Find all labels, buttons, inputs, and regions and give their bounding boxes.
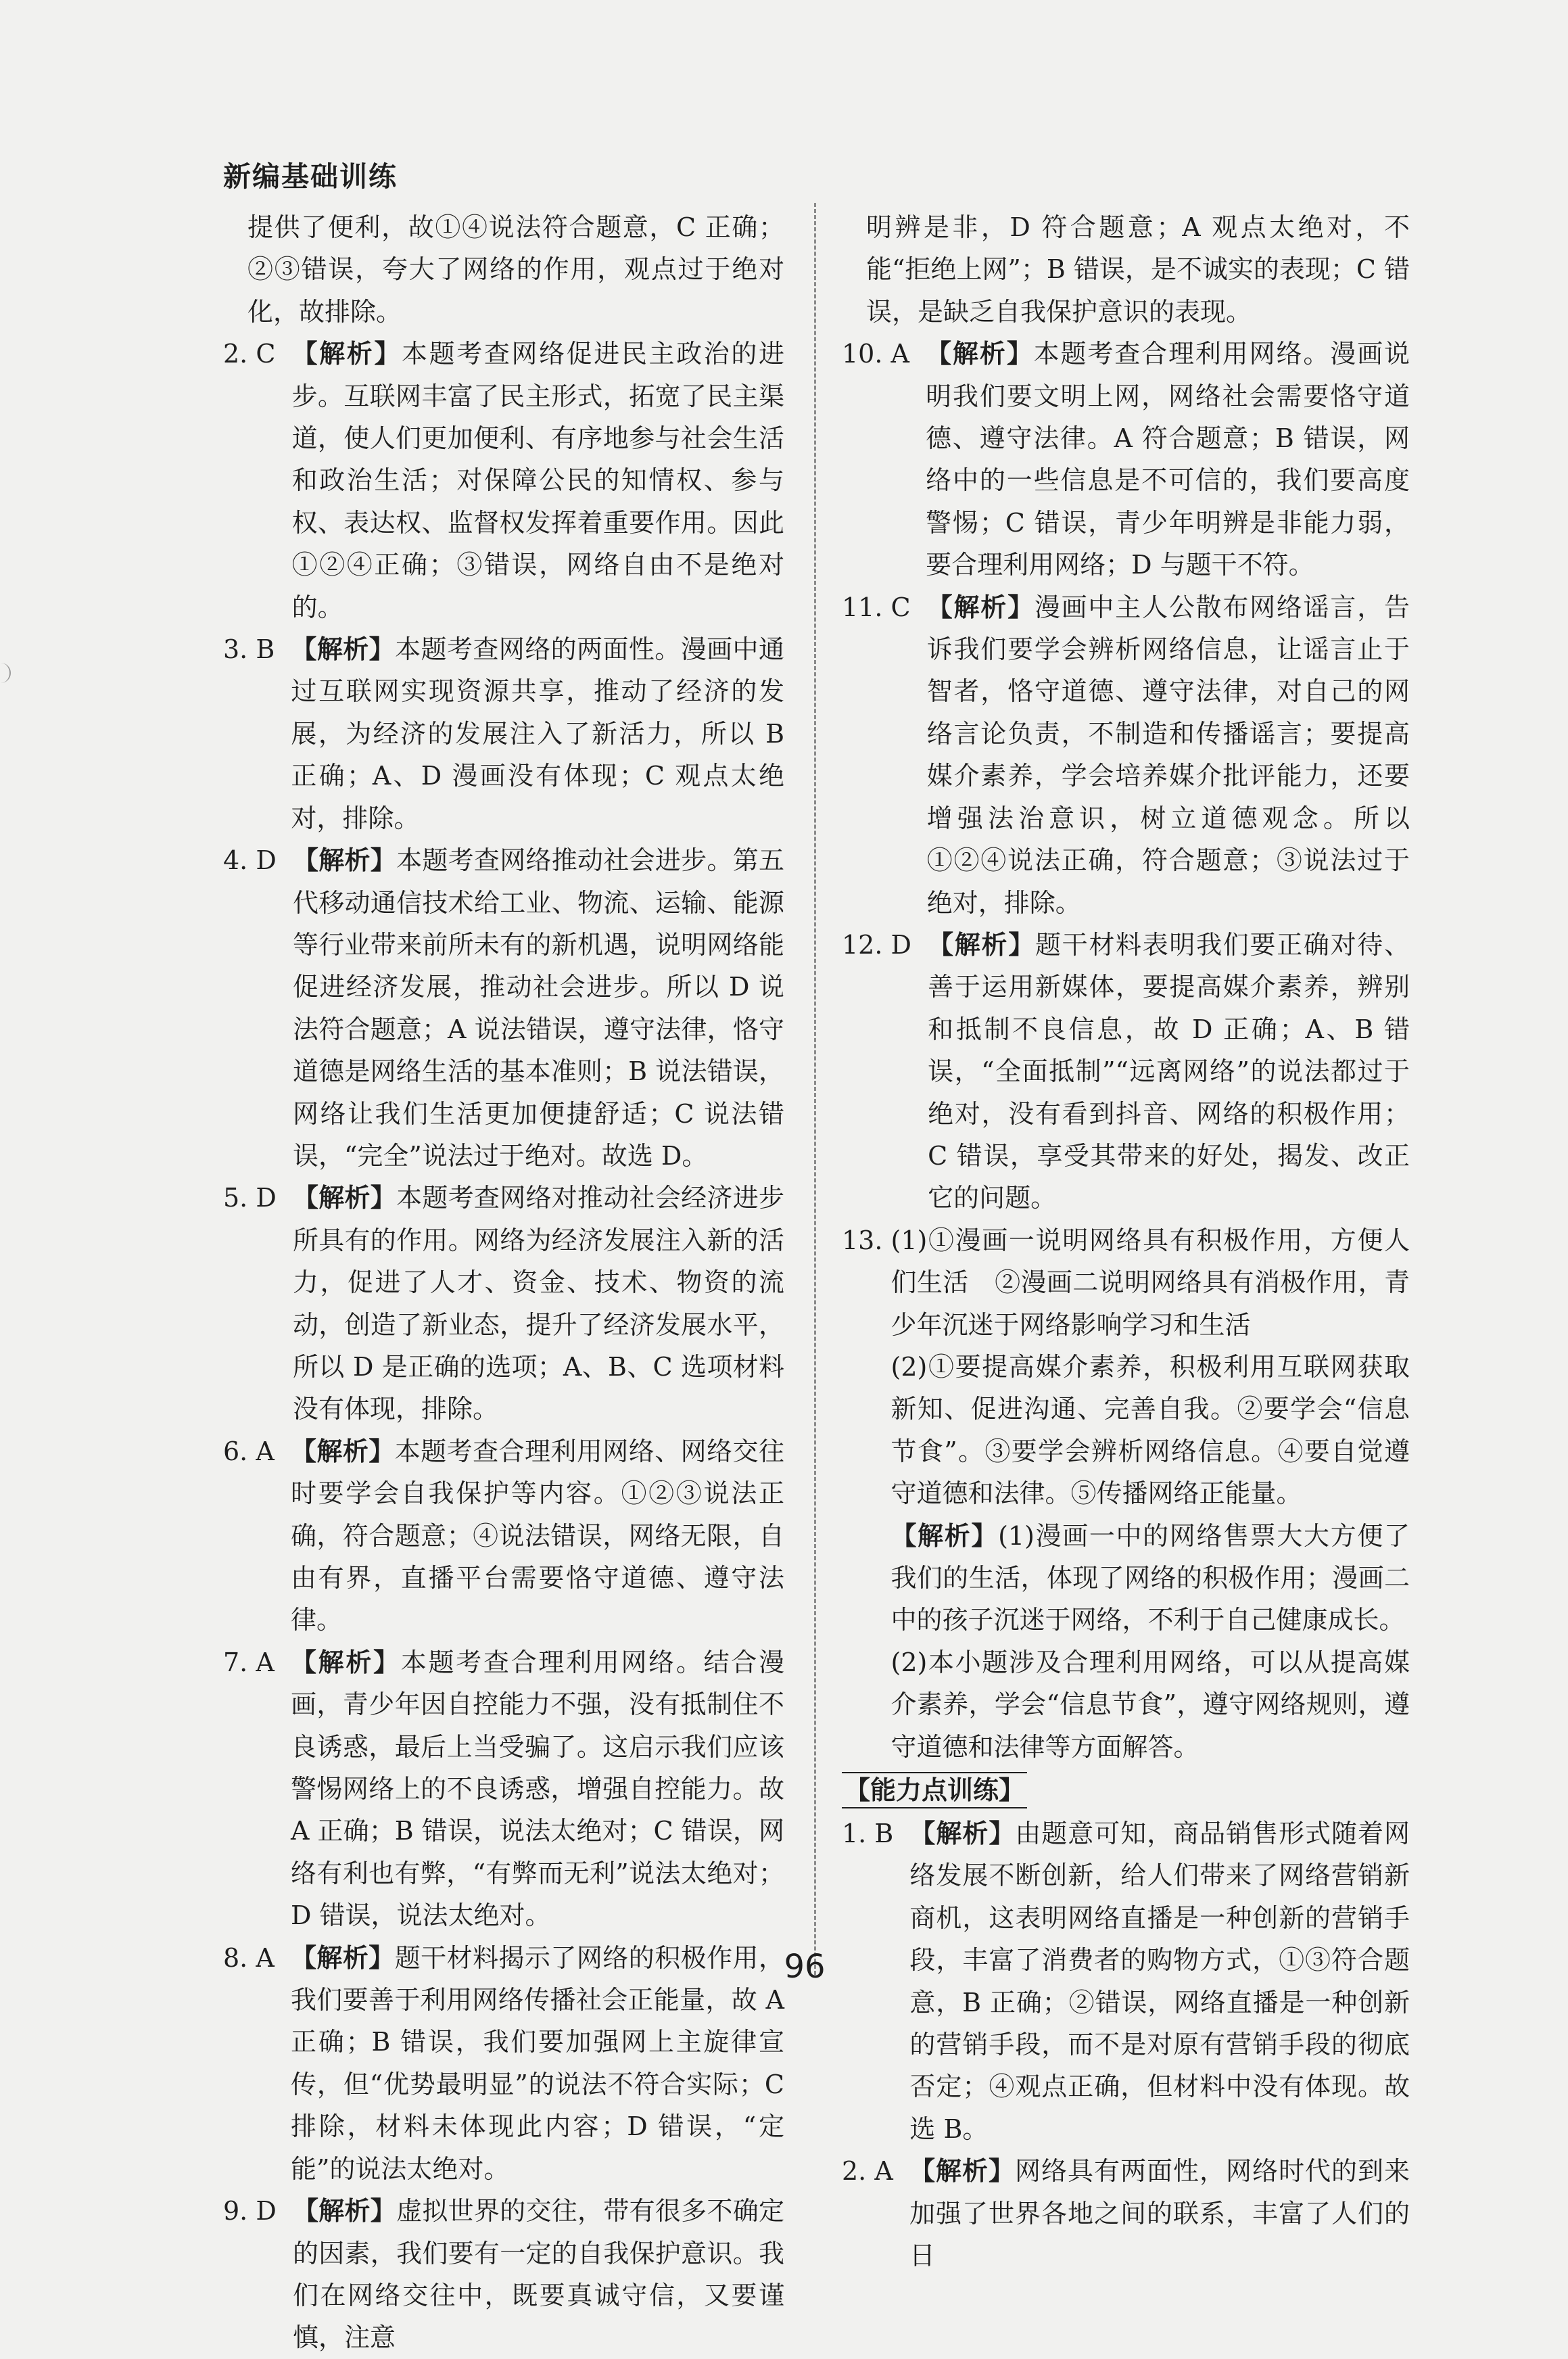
answer-number: 12. D <box>842 929 928 960</box>
answer-item <box>223 1641 784 1937</box>
left-answer-list <box>223 333 784 2359</box>
left-column <box>223 206 784 2359</box>
answer-text: 由题意可知，商品销售形式随着网络发展不断创新，给人们带来了网络营销新商机，这表明网络直播是一种创新的营销手段，丰富了消费者的购物方式，①③符合题意，B 正确；②错误，网络直播是一种创新的营销手段，而不是对原有营销手段的彻底否定；④观点正确，但材料中没有体现。故选 B。 <box>909 1819 1410 2144</box>
answer-body <box>891 1219 1410 1768</box>
analysis-label: 【解析】 <box>290 1436 395 1466</box>
answer-text: 本题考查合理利用网络。结合漫画，青少年因自控能力不强，没有抵制住不良诱惑，最后上当受骗了。这启示我们应该警惕网络上的不良诱惑，增强自控能力。故 A 正确；B 错误，说法太绝对；C 错误，网络有利也有弊，“有弊而无利”说法太绝对；D 错误，说法太绝对。 <box>290 1647 784 1931</box>
answer-text: 题干材料表明我们要正确对待、善于运用新媒体，要提高媒介素养，辨别和抵制不良信息，故 D 正确；A、B 错误，“全面抵制”“远离网络”的说法都过于绝对，没有看到抖音、网络的积极作用；C 错误，享受其带来的好处，揭发、改正它的问题。 <box>928 929 1410 1213</box>
answer-number: 10. A <box>842 339 926 369</box>
answer-body <box>292 333 784 628</box>
analysis-label: 【解析】 <box>292 2196 397 2226</box>
answer-body <box>291 628 784 839</box>
answer-item <box>223 2190 784 2359</box>
answer-body <box>927 586 1410 924</box>
answer-item <box>223 839 784 1177</box>
analysis-label: 【解析】 <box>290 1942 395 1973</box>
answer-text: 题干材料揭示了网络的积极作用，我们要善于利用网络传播社会正能量，故 A 正确；B 错误，我们要加强网上主旋律宣传，但“优势最明显”的说法不符合实际；C 排除，材料未体现此内容；D 错误，“定能”的说法太绝对。 <box>290 1942 784 2184</box>
answer-number: 2. C <box>223 339 292 369</box>
analysis-label: 【解析】 <box>292 845 397 876</box>
answer-text: 虚拟世界的交往，带有很多不确定的因素，我们要有一定的自我保护意识。我们在网络交往中，既要真诚守信，又要谨慎，注意 <box>292 2196 784 2353</box>
analysis-label: 【解析】 <box>909 2156 1015 2187</box>
analysis-label: 【解析】 <box>292 1183 397 1213</box>
analysis-label: 【解析】 <box>291 339 402 369</box>
right-continuation: 明辨是非，D 符合题意；A 观点太绝对，不能“拒绝上网”；B 错误，是不诚实的表现；C 错误，是缺乏自我保护意识的表现。 <box>866 212 1410 327</box>
analysis-label: 【解析】 <box>928 929 1035 960</box>
answer-number: 2. A <box>842 2156 909 2187</box>
answer-part-1: (1)①漫画一说明网络具有积极作用，方便人们生活 ②漫画二说明网络具有消极作用，青少年沉迷于网络影响学习和生活 <box>890 1225 1410 1340</box>
answer-number: 5. D <box>223 1183 293 1213</box>
answer-number: 7. A <box>223 1647 291 1677</box>
answer-text: 本题考查合理利用网络。漫画说明我们要文明上网，网络社会需要恪守道德、遵守法律。A 符合题意；B 错误，网络中的一些信息是不可信的，我们要高度警惕；C 错误，青少年明辨是非能力弱，要合理利用网络；D 与题干不符。 <box>926 339 1410 580</box>
binding-mark <box>0 663 11 683</box>
answer-body <box>926 333 1410 586</box>
answer-text: 网络具有两面性，网络时代的到来加强了世界各地之间的联系，丰富了人们的日 <box>909 2156 1410 2271</box>
answer-item <box>223 1177 784 1430</box>
analysis-label: 【解析】 <box>290 1647 401 1677</box>
answer-number: 6. A <box>223 1436 291 1466</box>
right-answer-list <box>842 333 1410 1219</box>
answer-number: 8. A <box>223 1942 291 1973</box>
answer-body <box>291 1937 784 2190</box>
left-continuation: 提供了便利，故①④说法符合题意，C 正确；②③错误，夸大了网络的作用，观点过于绝对化，故排除。 <box>247 212 784 327</box>
answer-item <box>223 333 784 628</box>
ability-answer-list <box>842 1813 1410 2276</box>
answer-part-2: (2)①要提高媒介素养，积极利用互联网获取新知、促进沟通、完善自我。②要学会“信息节食”。③要学会辨析网络信息。④要自觉遵守道德和法律。⑤传播网络正能量。 <box>890 1351 1410 1509</box>
answer-body <box>291 1430 784 1641</box>
answer-text: 本题考查合理利用网络、网络交往时要学会自我保护等内容。①②③说法正确，符合题意；④说法错误，网络无限，自由有界，直播平台需要恪守道德、遵守法律。 <box>290 1436 784 1635</box>
analysis-label: 【解析】 <box>926 592 1035 622</box>
answer-text: 本题考查网络促进民主政治的进步。互联网丰富了民主形式，拓宽了民主渠道，使人们更加便利、有序地参与社会生活和政治生活；对保障公民的知情权、参与权、表达权、监督权发挥着重要作用。因此①②④正确；③错误，网络自由不是绝对的。 <box>291 339 784 622</box>
answer-text: 本题考查网络推动社会进步。第五代移动通信技术给工业、物流、运输、能源等行业带来前所未有的新机遇，说明网络能促进经济发展，推动社会进步。所以 D 说法符合题意；A 说法错误，遵守法律，恪守道德是网络生活的基本准则；B 说法错误，网络让我们生活更加便捷舒适；C 说法错误，“完全”说法过于绝对。故选 D。 <box>292 845 784 1171</box>
answer-text: 本题考查网络的两面性。漫画中通过互联网实现资源共享，推动了经济的发展，为经济的发展注入了新活力，所以 B 正确；A、D 漫画没有体现；C 观点太绝对，排除。 <box>291 634 784 833</box>
analysis-part-1: (1)漫画一中的网络售票大大方便了我们的生活，体现了网络的积极作用；漫画二中的孩子沉迷于网络，不利于自己健康成长。 <box>890 1520 1410 1635</box>
analysis-label: 【解析】 <box>909 1819 1016 1849</box>
answer-number: 1. B <box>842 1819 910 1849</box>
answer-item <box>223 1430 784 1641</box>
answer-item <box>842 333 1410 586</box>
answer-text: 漫画中主人公散布网络谣言，告诉我们要学会辨析网络信息，让谣言止于智者，恪守道德、遵守法律，对自己的网络言论负责，不制造和传播谣言；要提高媒介素养，学会培养媒介批评能力，还要增强法治意识，树立道德观念。所以①②④说法正确，符合题意；③说法过于绝对，排除。 <box>926 592 1410 918</box>
answer-item <box>842 924 1410 1219</box>
answer-item <box>223 1937 784 2190</box>
analysis-label: 【解析】 <box>926 339 1034 369</box>
answer-body <box>928 924 1410 1219</box>
answer-number: 4. D <box>223 845 293 876</box>
analysis-label: 【解析】 <box>291 634 396 665</box>
answer-text: 本题考查网络对推动社会经济进步所具有的作用。网络为经济发展注入新的活力，促进了人才、资金、技术、物资的流动，创造了新业态，提升了经济发展水平，所以 D 是正确的选项；A、B、C 选项材料没有体现，排除。 <box>292 1183 784 1424</box>
page-number: 96 <box>784 1948 826 1986</box>
answer-body <box>291 1641 784 1937</box>
answer-number: 3. B <box>223 634 291 665</box>
answer-number: 11. C <box>842 592 927 622</box>
answer-item <box>223 628 784 839</box>
analysis-part-2: (2)本小题涉及合理利用网络，可以从提高媒介素养，学会“信息节食”，遵守网络规则，遵守道德和法律等方面解答。 <box>890 1647 1410 1762</box>
answer-item-13 <box>842 1219 1410 1768</box>
answer-body <box>293 1177 784 1430</box>
analysis-label: 【解析】 <box>890 1520 999 1551</box>
answer-number: 9. D <box>223 2196 293 2226</box>
column-divider <box>814 203 816 1975</box>
page-header-title: 新编基础训练 <box>223 160 398 193</box>
answer-body <box>909 1813 1410 2150</box>
answer-number: 13. <box>842 1225 891 1255</box>
section-title-ability: 【能力点训练】 <box>842 1772 1027 1808</box>
analysis-block <box>891 1515 1410 1641</box>
answer-item <box>842 1813 1410 2150</box>
right-column <box>842 206 1410 2277</box>
answer-body <box>293 2190 784 2359</box>
answer-body <box>909 2150 1410 2276</box>
answer-item <box>842 586 1410 924</box>
answer-item <box>842 2150 1410 2276</box>
answer-body <box>293 839 784 1177</box>
